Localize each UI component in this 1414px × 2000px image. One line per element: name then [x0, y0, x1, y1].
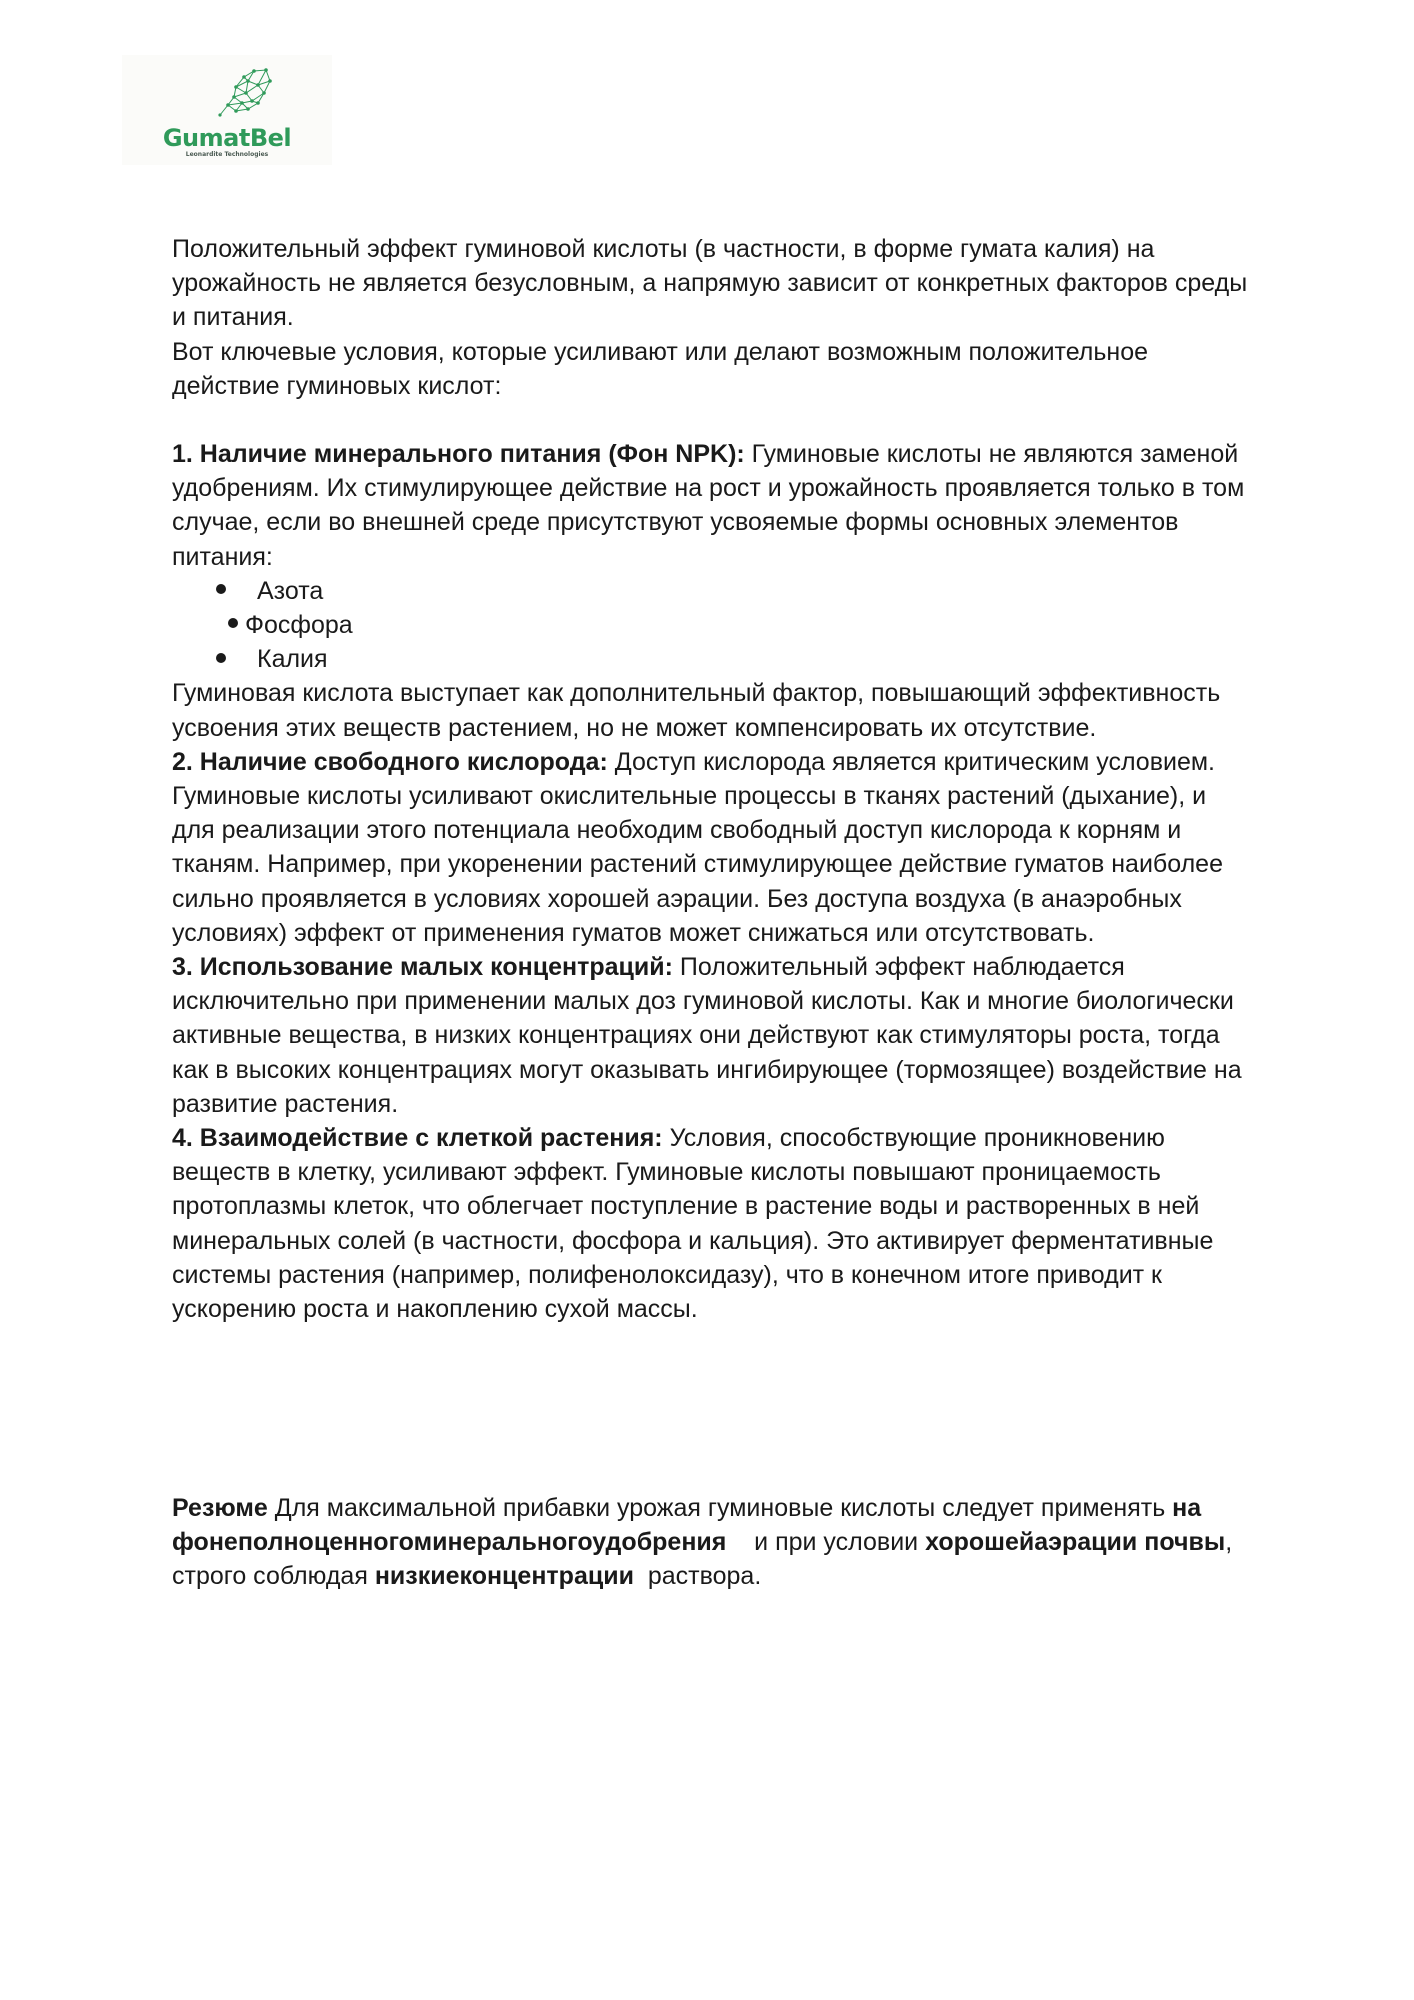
condition-3	[172, 950, 1252, 1121]
condition-4-text: Условия, способствующие проникновению веществ в клетку, усиливают эффект. Гуминовые кислоты повышают проницаемость протоплазмы клеток, что облегчает поступление в растение воды и растворенных в ней минеральных солей (в частности, фосфора и кальция). Это активирует ферментативные системы растения (например, полифенолоксидазу), что в конечном итоге приводит к ускорению роста и накоплению сухой массы.	[172, 1124, 1214, 1324]
summary-text: , строго соблюдая	[172, 1528, 1233, 1591]
condition-2-text: Доступ кислорода является критическим условием. Гуминовые кислоты усиливают окислительные процессы в тканях растений (дыхание), и для реализации этого потенциала необходим свободный доступ кислорода к корням и тканям. Например, при укоренении растений стимулирующее действие гуматов наиболее сильно проявляется в условиях хорошей аэрации. Без доступа воздуха (в анаэробных условиях) эффект от применения гуматов может снижаться или отсутствовать.	[172, 747, 1223, 947]
condition-4-title: 4. Взаимодействие с клеткой растения:	[172, 1124, 663, 1153]
company-logo	[122, 55, 332, 165]
bullet-icon	[228, 618, 238, 628]
intro-lead: Вот ключевые условия, которые усиливают или делают возможным положительное действие гуминовых кислот:	[172, 337, 1149, 400]
bullet-icon	[216, 584, 226, 594]
nutrient-list	[172, 574, 1252, 677]
condition-2-title: 2. Наличие свободного кислорода:	[172, 747, 608, 776]
condition-1-title: 1. Наличие минерального питания (Фон NPK):	[172, 440, 745, 469]
summary-emphasis: на фонеполноценногоминеральногоудобрения	[172, 1494, 1202, 1557]
summary-section	[172, 1491, 1262, 1594]
summary-emphasis: низкиеконцентрации	[374, 1562, 634, 1591]
condition-3-text: Положительный эффект наблюдается исключительно при применении малых доз гуминовой кислоты. Как и многие биологически активные вещества, в низких концентрациях они действуют как стимуляторы роста, тогда как в высоких концентрациях могут оказывать ингибирующее (тормозящее) воздействие на развитие растения.	[172, 953, 1242, 1118]
list-item-label: Фосфора	[245, 611, 353, 640]
intro-paragraph: Положительный эффект гуминовой кислоты (в частности, в форме гумата калия) на урожайность не является безусловным, а напрямую зависит от конкретных факторов среды и питания.	[172, 235, 1248, 332]
leaf-network-icon	[214, 67, 274, 119]
logo-tagline: Leonardite Technologies	[185, 151, 269, 158]
list-item	[172, 642, 1252, 676]
bullet-icon	[216, 653, 226, 663]
list-item	[172, 608, 1252, 642]
condition-1-after: Гуминовая кислота выступает как дополнительный фактор, повышающий эффективность усвоения этих веществ растением, но не может компенсировать их отсутствие.	[172, 679, 1221, 742]
logo-name: GumatBel	[162, 124, 292, 152]
condition-3-title: 3. Использование малых концентраций:	[172, 953, 673, 982]
summary-emphasis: хорошейаэрации почвы	[925, 1528, 1226, 1557]
spacer	[172, 403, 1252, 437]
document-body	[172, 232, 1252, 1326]
summary-text: Для максимальной прибавки урожая гуминовые кислоты следует применять	[267, 1494, 1173, 1522]
condition-4	[172, 1121, 1252, 1326]
list-item	[172, 574, 1252, 608]
summary-text: и при условии	[726, 1528, 926, 1557]
list-item-label: Калия	[257, 645, 328, 674]
condition-1	[172, 437, 1252, 574]
summary-label: Резюме	[172, 1494, 268, 1522]
list-item-label: Азота	[257, 576, 324, 605]
condition-1-text: Гуминовые кислоты не являются заменой удобрениям. Их стимулирующее действие на рост и урожайность проявляется только в том случае, если во внешней среде присутствуют усвояемые формы основных элементов питания:	[172, 440, 1245, 571]
summary-paragraph	[172, 1491, 1262, 1594]
summary-text: раствора.	[633, 1562, 762, 1591]
condition-2	[172, 745, 1252, 950]
